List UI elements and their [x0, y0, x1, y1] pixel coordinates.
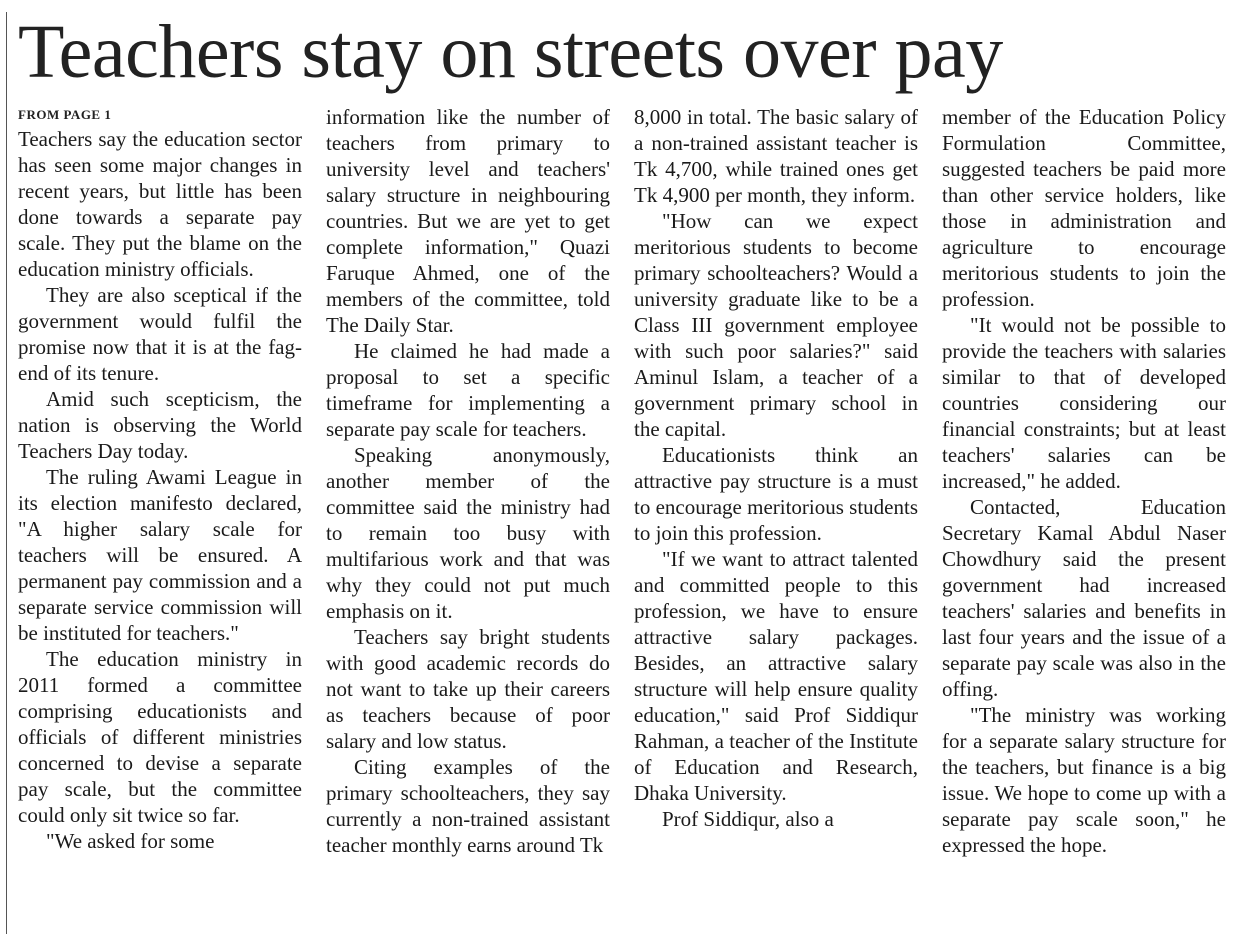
paragraph: He claimed he had made a proposal to set a specific timeframe for implementing a separate pay scale for teachers. [326, 339, 610, 441]
paragraph: Teachers say bright students with good academic records do not want to take up their careers as teachers because of poor salary and low status. [326, 625, 610, 753]
paragraph: Amid such scepticism, the nation is observing the World Teachers Day today. [18, 387, 302, 463]
paragraph: Contacted, Education Secretary Kamal Abdul Naser Chowdhury said the present government had increased teachers' salaries and benefits in last four years and the issue of a separate pay scale was also in the offing. [942, 495, 1226, 701]
article-column-2 [326, 104, 610, 934]
paragraph: "How can we expect meritorious students to become primary schoolteachers? Would a university graduate like to be a Class III government employee with such poor salaries?" said Aminul Islam, a teacher of a government primary school in the capital. [634, 209, 918, 441]
paragraph: "It would not be possible to provide the teachers with salaries similar to that of developed countries considering our financial constraints; but at least teachers' salaries can be increased," he added. [942, 313, 1226, 493]
paragraph: 8,000 in total. The basic salary of a non-trained assistant teacher is Tk 4,700, while trained ones get Tk 4,900 per month, they inform. [634, 105, 918, 207]
paragraph: They are also sceptical if the government would fulfil the promise now that it is at the fag-end of its tenure. [18, 283, 302, 385]
paragraph: Citing examples of the primary schoolteachers, they say currently a non-trained assistant teacher monthly earns around Tk [326, 755, 610, 857]
paragraph: "The ministry was working for a separate salary structure for the teachers, but finance is a big issue. We hope to come up with a separate pay scale soon," he expressed the hope. [942, 703, 1226, 857]
paragraph: "We asked for some [46, 829, 215, 853]
paragraph: Teachers say the education sector has seen some major changes in recent years, but little has been done towards a separate pay scale. They put the blame on the education ministry officials. [18, 127, 302, 281]
article-column-1 [18, 104, 302, 934]
paragraph: Prof Siddiqur, also a [662, 807, 834, 831]
paragraph: information like the number of teachers from primary to university level and teachers' salary structure in neighbouring countries. But we are yet to get complete information," Quazi Faruque Ahmed, one of the members of the committee, told The Daily Star. [326, 105, 610, 337]
headline: Teachers stay on streets over pay [18, 10, 1003, 94]
paragraph: The education ministry in 2011 formed a committee comprising educationists and officials of different ministries concerned to devise a separate pay scale, but the committee could only sit twice so far. [18, 647, 302, 827]
paragraph: member of the Education Policy Formulation Committee, suggested teachers be paid more than other service holders, like those in administration and agriculture to encourage meritorious students to join the profession. [942, 105, 1226, 311]
left-column-rule [6, 12, 7, 934]
jump-label: FROM PAGE 1 [18, 107, 112, 122]
article-column-3 [634, 104, 918, 934]
article-body [18, 104, 1228, 934]
paragraph: Educationists think an attractive pay structure is a must to encourage meritorious students to join this profession. [634, 443, 918, 545]
paragraph: Speaking anonymously, another member of the committee said the ministry had to remain too busy with multifarious work and that was why they could not put much emphasis on it. [326, 443, 610, 623]
article-column-4 [942, 104, 1226, 934]
paragraph: The ruling Awami League in its election manifesto declared, "A higher salary scale for teachers will be ensured. A permanent pay commission and a separate service commission will be instituted for teachers." [18, 465, 302, 645]
paragraph: "If we want to attract talented and committed people to this profession, we have to ensure attractive salary packages. Besides, an attractive salary structure will help ensure quality education," said Prof Siddiqur Rahman, a teacher of the Institute of Education and Research, Dhaka University. [634, 547, 918, 805]
